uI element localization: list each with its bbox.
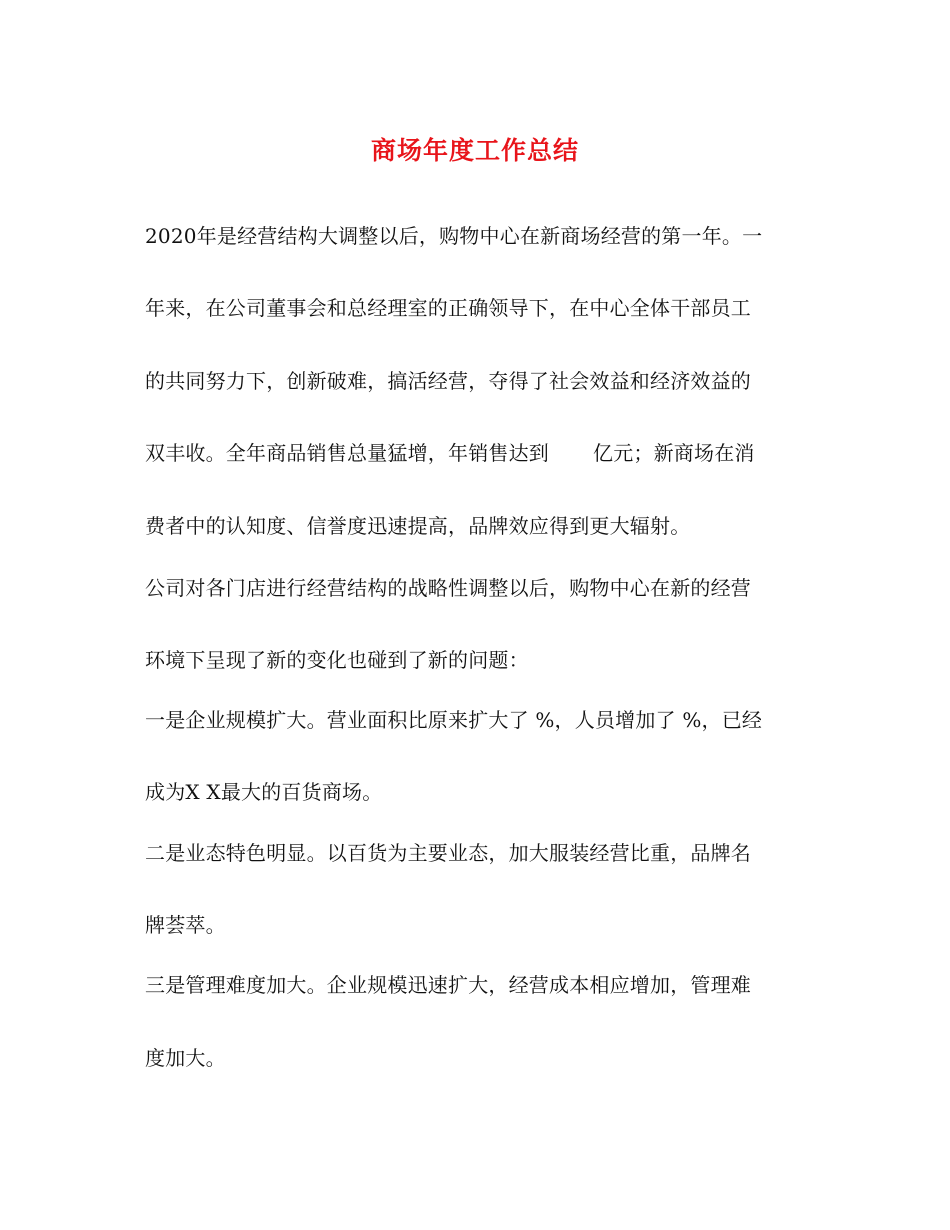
- paragraph-line: 二是业态特色明显。以百货为主要业态，加大服装经营比重，品牌名: [145, 841, 751, 865]
- paragraph-line: 成为X X最大的百货商场。: [145, 780, 383, 804]
- paragraph-line-with-blank: [145, 439, 810, 467]
- paragraph-line: 度加大。: [145, 1046, 226, 1070]
- document-title: 商场年度工作总结: [370, 136, 579, 165]
- paragraph-line: 的共同努力下，创新破难，搞活经营，夺得了社会效益和经济效益的: [145, 369, 751, 393]
- paragraph-line: 三是管理难度加大。企业规模迅速扩大，经营成本相应增加，管理难: [145, 973, 751, 997]
- paragraph-line: 2020年是经营结构大调整以后，购物中心在新商场经营的第一年。一: [145, 224, 763, 248]
- paragraph-line: 环境下呈现了新的变化也碰到了新的问题：: [145, 648, 529, 672]
- paragraph-line: 一是企业规模扩大。营业面积比原来扩大了 %，人员增加了 %，已经: [145, 708, 763, 732]
- paragraph-line: 费者中的认知度、信誉度迅速提高，品牌效应得到更大辐射。: [145, 514, 691, 538]
- line-segment: 双丰收。全年商品销售总量猛增，年销售达到: [145, 441, 549, 465]
- paragraph-line: 公司对各门店进行经营结构的战略性调整以后，购物中心在新的经营: [145, 576, 751, 600]
- paragraph-line: 牌荟萃。: [145, 913, 226, 937]
- paragraph-line: 年来，在公司董事会和总经理室的正确领导下，在中心全体干部员工: [145, 296, 751, 320]
- line-segment: 亿元；新商场在消: [593, 441, 755, 465]
